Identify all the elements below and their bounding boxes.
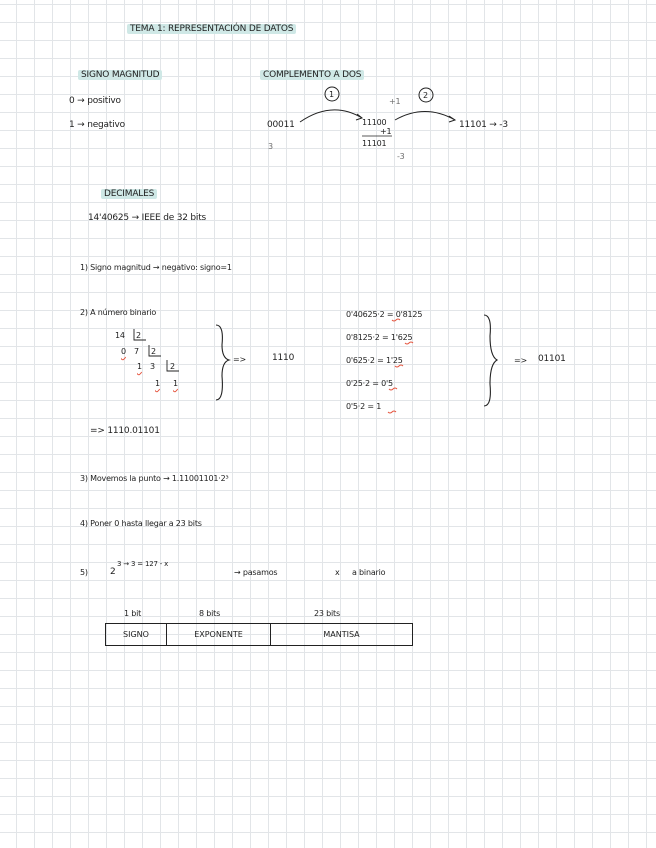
signo-line-positivo: 0 → positivo: [69, 96, 121, 106]
div-divisor-1: 2: [136, 331, 141, 340]
frac-line-4: 0'25·2 = 0'5: [346, 379, 393, 388]
frac-arrow: =>: [514, 356, 528, 365]
ieee-label-signo-bits: 1 bit: [124, 609, 142, 618]
frac-line-2: 0'8125·2 = 1'625: [346, 333, 413, 342]
ieee-cell-signo: SIGNO: [106, 624, 167, 646]
div-remainder-0: 0: [121, 347, 126, 356]
div-quotient-1: 1: [173, 379, 178, 388]
ieee-label-exponente-bits: 8 bits: [199, 609, 221, 618]
ieee-label-mantisa-bits: 23 bits: [314, 609, 340, 618]
binary-result: 11101 → -3: [459, 120, 508, 130]
step-5-base: 2: [110, 567, 116, 577]
step-4: 4) Poner 0 hasta llegar a 23 bits: [80, 519, 202, 528]
arc-arrow-two: [395, 112, 455, 121]
div-quotient-7: 7: [134, 347, 139, 356]
frac-line-3: 0'625·2 = 1'25: [346, 356, 403, 365]
binary-add-one: +1: [380, 127, 392, 136]
step-5-exponent: 3 → 3 = 127 - x: [117, 560, 169, 568]
binary-start-value: 3: [268, 142, 273, 151]
page-title: [127, 24, 296, 35]
frac-line-1: 0'40625·2 = 0'8125: [346, 310, 423, 319]
ieee-cell-mantisa: MANTISA: [271, 624, 413, 646]
combined-binary: => 1110.01101: [90, 426, 160, 436]
div-remainder-1b: 1: [155, 379, 160, 388]
step-1: 1) Signo magnitud → negativo: signo=1: [80, 263, 232, 272]
binary-inverted: 11100: [362, 118, 387, 127]
step-5-x: x: [335, 568, 340, 577]
div-quotient-3: 3: [150, 362, 155, 371]
div-14: 14: [115, 331, 125, 340]
step-5-prefix: 5): [80, 568, 88, 577]
binary-sum: 11101: [362, 139, 387, 148]
step-2-label: 2) A número binario: [80, 308, 157, 317]
decimal-number-line: 14'40625 → IEEE de 32 bits: [88, 213, 207, 223]
complemento-heading: [260, 70, 364, 81]
brace-fraction: [484, 315, 497, 406]
binary-start: 00011: [267, 120, 295, 130]
page-title-text: TEMA 1: REPRESENTACIÓN DE DATOS: [127, 24, 296, 34]
step-two-label: 2: [423, 91, 428, 100]
signo-line-negativo: 1 → negativo: [69, 120, 125, 130]
complemento-heading-text: COMPLEMENTO A DOS: [260, 70, 364, 80]
int-arrow: =>: [233, 355, 247, 364]
div-divisor-3: 2: [170, 362, 175, 371]
decimales-heading-text: DECIMALES: [101, 189, 157, 199]
frac-result: 01101: [538, 354, 566, 364]
plus-one-note: +1: [389, 97, 401, 106]
step-one-label: 1: [329, 90, 334, 99]
frac-line-5: 0'5·2 = 1: [346, 402, 382, 411]
step-3: 3) Movemos la punto → 1.11001101·2³: [80, 474, 229, 483]
ieee-format-table: [105, 623, 413, 646]
step-5-end: a binario: [352, 568, 386, 577]
brace-integer: [216, 325, 229, 400]
div-remainder-1a: 1: [137, 362, 142, 371]
step-5-tail: → pasamos: [234, 568, 278, 577]
arc-arrow-one: [300, 110, 362, 122]
decimales-heading: [101, 189, 157, 200]
signo-magnitud-heading: [78, 70, 162, 81]
int-result: 1110: [272, 353, 295, 363]
signo-magnitud-heading-text: SIGNO MAGNITUD: [78, 70, 162, 80]
ieee-cell-exponente: EXPONENTE: [167, 624, 271, 646]
div-divisor-2: 2: [151, 347, 156, 356]
binary-sum-value: -3: [397, 152, 405, 161]
